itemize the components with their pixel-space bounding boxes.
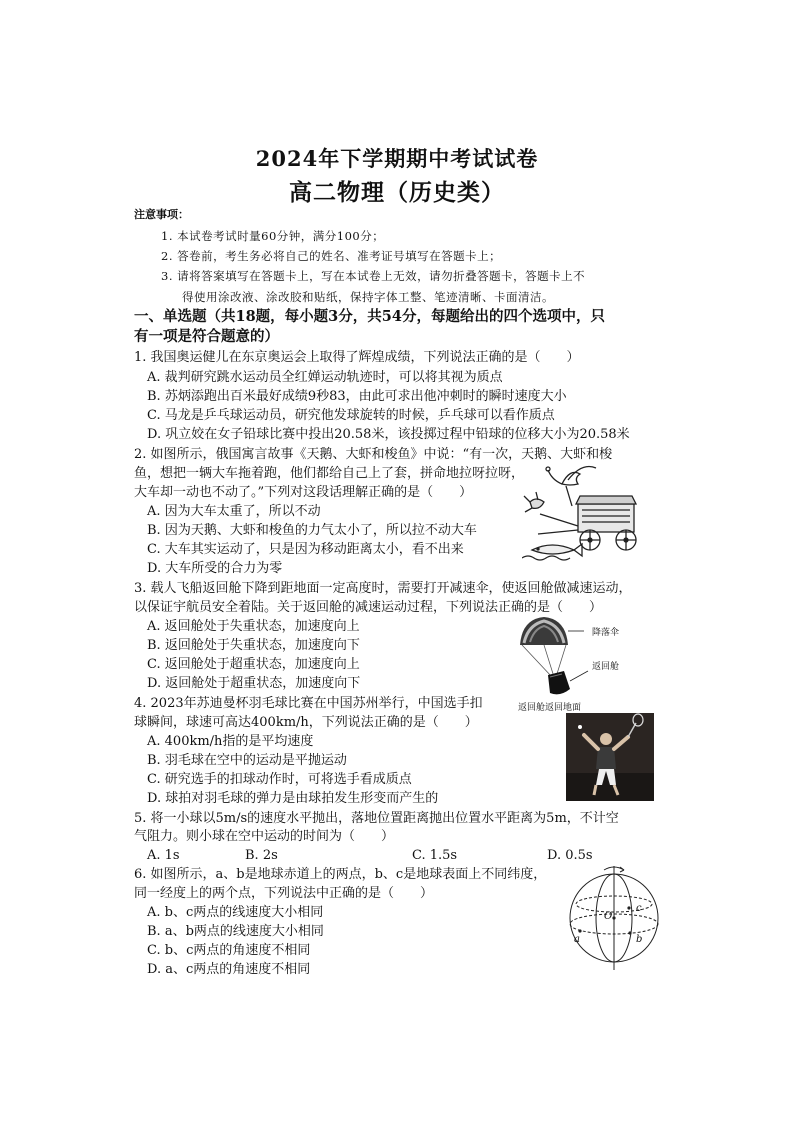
question-6-stem: 6. 如图所示，a、b是地球赤道上的两点，b、c是地球表面上不同纬度， [134, 867, 547, 882]
q3-option-b: B. 返回舱处于失重状态，加速度向下 [147, 638, 360, 653]
note-item: 3. 请将答案填写在答题卡上，写在本试卷上无效，请勿折叠答题卡，答题卡上不 [161, 269, 586, 283]
capsule-photo-caption: 返回舱返回地面 [518, 703, 582, 713]
question-2-stem: 2. 如图所示，俄国寓言故事《天鹅、大虾和梭鱼》中说：“有一次，天鹅、大虾和梭 [134, 447, 613, 462]
question-1-stem: 1. 我国奥运健儿在东京奥运会上取得了辉煌成绩，下列说法正确的是（ ） [134, 350, 580, 365]
q6-option-d: D. a、c两点的角速度不相同 [147, 962, 311, 977]
question-4-stem-cont: 球瞬间，球速可高达400km/h，下列说法正确的是（ ） [134, 715, 478, 730]
q5-option-d: D. 0.5s [547, 848, 593, 863]
question-3-stem-cont: 以保证宇航员安全着陆。关于返回舱的减速运动过程，下列说法正确的是（ ） [134, 600, 603, 615]
section-heading-cont: 有一项是符合题意的） [134, 328, 279, 345]
q3-option-d: D. 返回舱处于超重状态，加速度向下 [147, 676, 361, 691]
q2-option-d: D. 大车所受的合力为零 [147, 561, 283, 576]
q6-option-a: A. b、c两点的线速度大小相同 [147, 905, 324, 920]
globe-label-b: b [636, 934, 643, 945]
question-4-stem: 4. 2023年苏迪曼杯羽毛球比赛在中国苏州举行，中国选手扣 [134, 696, 483, 711]
globe-label-c: c [636, 903, 642, 914]
q6-option-b: B. a、b两点的线速度大小相同 [147, 924, 324, 939]
question-2-stem-cont: 鱼，想把一辆大车拖着跑，他们都给自己上了套，拼命地拉呀拉呀， [134, 466, 525, 481]
parachute-label: 降落伞 [592, 628, 620, 638]
q4-option-a: A. 400km/h指的是平均速度 [147, 734, 314, 749]
question-5-stem: 5. 将一小球以5m/s的速度水平抛出，落地位置距离抛出位置水平距离为5m，不计空 [134, 811, 619, 826]
q1-option-d: D. 巩立姣在女子铅球比赛中投出20.58米，该投掷过程中铅球的位移大小为20.58米 [147, 427, 630, 442]
q2-option-c: C. 大车其实运动了，只是因为移动距离太小，看不出来 [147, 542, 464, 557]
question-5-stem-cont: 气阻力。则小球在空中运动的时间为（ ） [134, 829, 395, 844]
q4-option-d: D. 球拍对羽毛球的弹力是由球拍发生形变而产生的 [147, 791, 439, 806]
q5-option-a: A. 1s [147, 848, 180, 863]
capsule-photo [512, 617, 652, 697]
question-2-stem-cont: 大车却一动也不动了。”下列对这段话理解正确的是（ ） [134, 485, 473, 500]
note-item: 2. 答卷前，考生务必将自己的姓名、准考证号填写在答题卡上； [161, 249, 502, 263]
globe-label-o: O [604, 911, 613, 922]
q3-option-a: A. 返回舱处于失重状态，加速度向上 [147, 619, 360, 634]
q2-option-a: A. 因为大车太重了，所以不动 [147, 504, 321, 519]
section-heading: 一、单选题（共18题，每小题3分，共54分，每题给出的四个选项中，只 [134, 308, 605, 325]
q6-option-c: C. b、c两点的角速度不相同 [147, 943, 311, 958]
note-item: 1. 本试卷考试时量60分钟，满分100分； [161, 229, 385, 243]
badminton-photo [566, 713, 654, 801]
exam-subtitle: 高二物理（历史类） [289, 179, 505, 206]
q1-option-a: A. 裁判研究跳水运动员全红婵运动轨迹时，可以将其视为质点 [147, 370, 503, 385]
question-3-stem: 3. 载人飞船返回舱下降到距地面一定高度时，需要打开减速伞，使返回舱做减速运动， [134, 581, 632, 596]
globe-label-a: a [574, 934, 580, 945]
q3-option-c: C. 返回舱处于超重状态，加速度向上 [147, 657, 360, 672]
notes-heading: 注意事项： [134, 208, 189, 221]
cart-illustration [522, 462, 656, 562]
capsule-label: 返回舱 [592, 662, 620, 672]
q2-option-b: B. 因为天鹅、大虾和梭鱼的力气太小了，所以拉不动大车 [147, 523, 477, 538]
question-6-stem-cont: 同一经度上的两个点，下列说法中正确的是（ ） [134, 886, 434, 901]
q1-option-c: C. 马龙是乒乓球运动员，研究他发球旋转的时候，乒乓球可以看作质点 [147, 408, 555, 423]
q4-option-c: C. 研究选手的扣球动作时，可将选手看成质点 [147, 772, 412, 787]
earth-diagram [566, 862, 662, 972]
q5-option-c: C. 1.5s [412, 848, 458, 863]
exam-title: 2024年下学期期中考试试卷 [255, 146, 539, 171]
note-item: 得使用涂改液、涂改胶和贴纸，保持字体工整、笔迹清晰、卡面清洁。 [182, 290, 554, 304]
q4-option-b: B. 羽毛球在空中的运动是平抛运动 [147, 753, 347, 768]
q1-option-b: B. 苏炳添跑出百米最好成绩9秒83，由此可求出他冲刺时的瞬时速度大小 [147, 389, 567, 404]
q5-option-b: B. 2s [245, 848, 278, 863]
